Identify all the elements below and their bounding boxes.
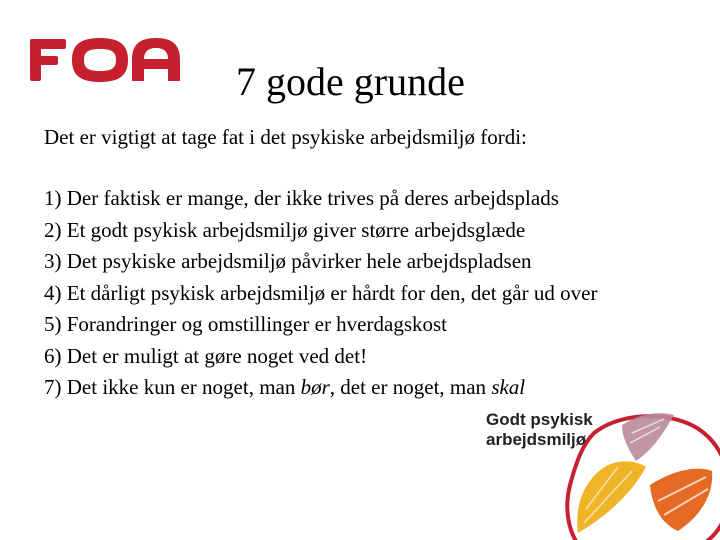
emphasis-bor: bør — [300, 375, 330, 399]
page-title: 7 gode grunde — [236, 59, 465, 104]
campaign-logo-line2: arbejdsmiljø — [486, 430, 587, 449]
emphasis-skal: skal — [491, 375, 526, 399]
reason-7-prefix: 7) Det ikke kun er noget, man — [44, 375, 301, 399]
campaign-logo — [482, 405, 720, 540]
list-item: 3) Det psykiske arbejdsmiljø påvirker hele arbejdspladsen — [44, 249, 532, 273]
campaign-logo-line1: Godt psykisk — [486, 410, 593, 429]
reasons-list — [44, 183, 597, 404]
foa-logo — [28, 36, 182, 84]
list-item: 2) Et godt psykisk arbejdsmiljø giver større arbejdsglæde — [44, 217, 526, 242]
list-item: 6) Det er muligt at gøre noget ved det! — [44, 343, 368, 368]
list-item: 5) Forandringer og omstillinger er hverdagskost — [44, 312, 447, 336]
list-item — [44, 372, 597, 404]
reason-7-middle: , det er noget, man — [329, 375, 492, 399]
intro-text: Det er vigtigt at tage fat i det psykiske arbejdsmiljø fordi: — [44, 125, 527, 149]
list-item: 4) Et dårligt psykisk arbejdsmiljø er hårdt for den, det går ud over — [44, 280, 598, 305]
campaign-emblem-icon — [567, 413, 720, 540]
list-item: 1) Der faktisk er mange, der ikke trives på deres arbejdsplads — [44, 186, 559, 210]
